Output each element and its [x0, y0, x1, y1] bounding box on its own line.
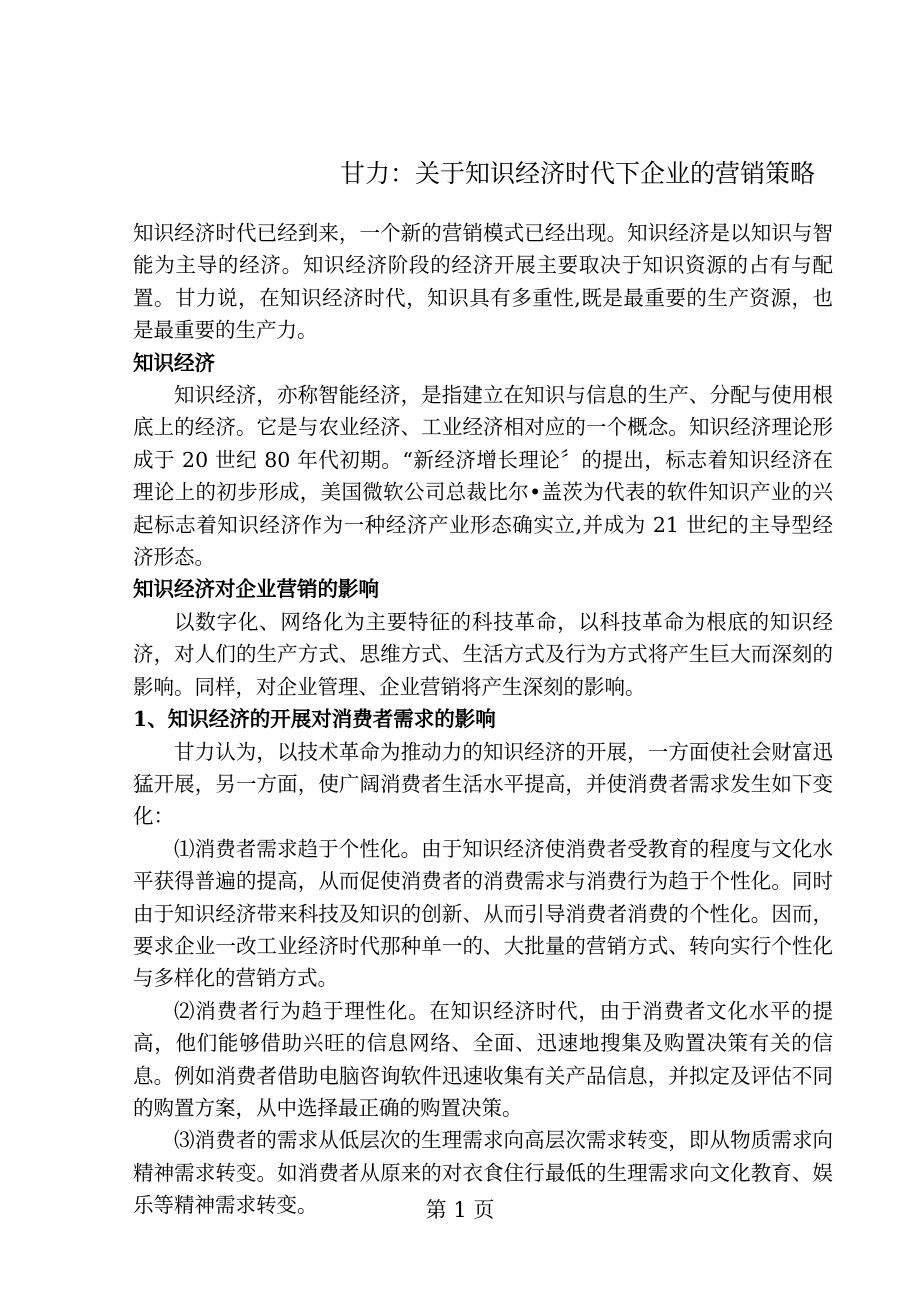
page-number: 第 1 页 [425, 1198, 495, 1222]
intro-paragraph: 知识经济时代已经到来，一个新的营销模式已经出现。知识经济是以知识与智能为主导的经济。知识经济阶段的经济开展主要取决于知识资源的占有与配置。甘力说，在知识经济时代，知识具有多重性,既是最重要的生产资源，也是最重要的生产力。 [133, 221, 833, 343]
section-paragraph-marketing-impact: 以数字化、网络化为主要特征的科技革命，以科技革命为根底的知识经济，对人们的生产方式、思维方式、生活方式及行为方式将产生巨大而深刻的影响。同样，对企业管理、企业营销将产生深刻的影响。 [133, 609, 833, 699]
section-heading-marketing-impact: 知识经济对企业营销的影响 [133, 577, 379, 602]
list-item: ⑴消费者需求趋于个性化。由于知识经济使消费者受教育的程度与文化水平获得普遍的提高，从而促使消费者的消费需求与消费行为趋于个性化。同时由于知识经济带来科技及知识的创新、从而引导消费者消费的个性化。因而，要求企业一改工业经济时代那种单一的、大批量的营销方式、转向实行个性化与多样化的营销方式。 [133, 836, 833, 991]
document-title: 甘力：关于知识经济时代下企业的营销策略 [339, 159, 815, 188]
section-heading-consumer-demand: 1、知识经济的开展对消费者需求的影响 [133, 707, 496, 732]
section-paragraph-consumer-demand: 甘力认为，以技术革命为推动力的知识经济的开展，一方面使社会财富迅猛开展，另一方面，使广阔消费者生活水平提高，并使消费者需求发生如下变化： [133, 739, 833, 829]
list-item: ⑶消费者的需求从低层次的生理需求向高层次需求转变，即从物质需求向精神需求转变。如消费者从原来的对衣食住行最低的生理需求向文化教育、娱乐等精神需求转变。 [133, 1128, 833, 1218]
document-body [133, 217, 833, 1222]
section-paragraph-knowledge-economy: 知识经济，亦称智能经济，是指建立在知识与信息的生产、分配与使用根底上的经济。它是与农业经济、工业经济相对应的一个概念。知识经济理论形成于 20 世纪 80 年代初期。“新经济增长理论〞的提出，标志着知识经济在理论上的初步形成，美国微软公司总裁比尔•盖茨为代表的软件知识产业的兴起标志着知识经济作为一种经济产业形态确实立,并成为 21 世纪的主导型经济形态。 [133, 383, 833, 570]
section-heading-knowledge-economy: 知识经济 [133, 350, 215, 375]
list-item: ⑵消费者行为趋于理性化。在知识经济时代，由于消费者文化水平的提高，他们能够借助兴旺的信息网络、全面、迅速地搜集及购置决策有关的信息。例如消费者借助电脑咨询软件迅速收集有关产品信息，并拟定及评估不同的购置方案，从中选择最正确的购置决策。 [133, 998, 833, 1120]
